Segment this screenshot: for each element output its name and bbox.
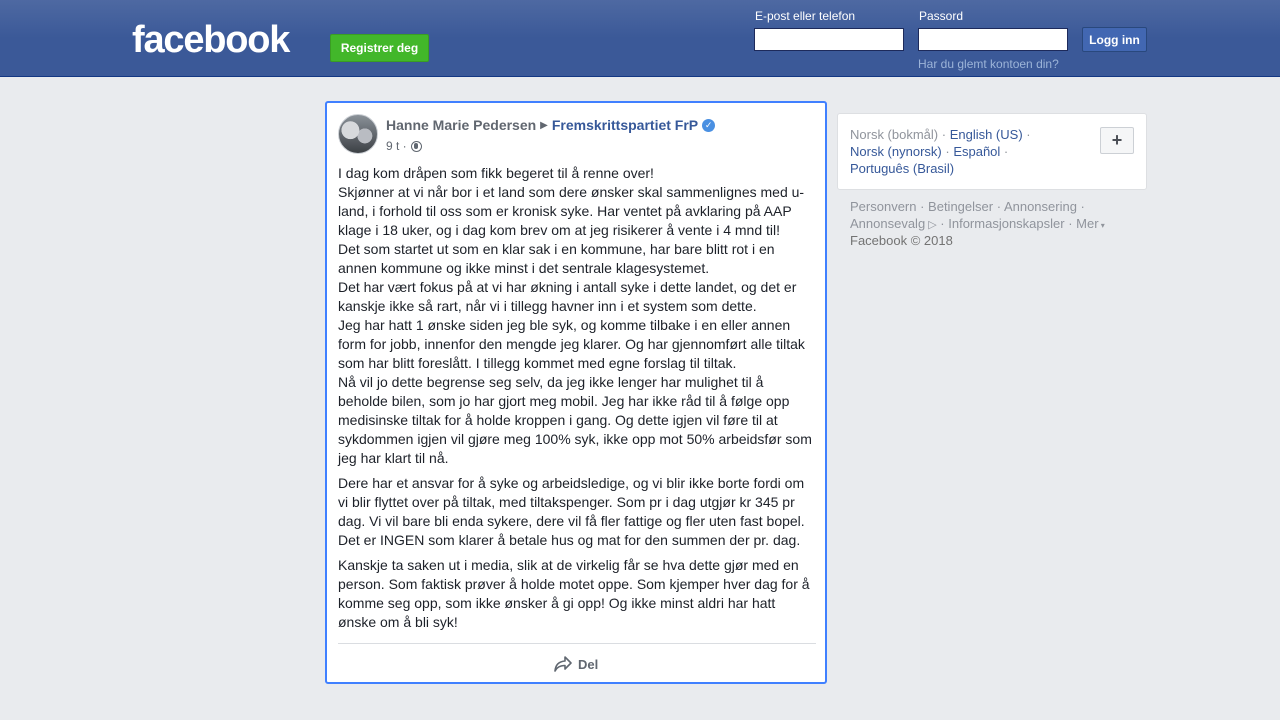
text-line: medisinske tiltak for å holde kroppen i gang. Og dette igjen vil føre til at [338, 412, 778, 428]
language-link-spanish[interactable]: Español [953, 144, 1001, 159]
text-line: Skjønner at vi når bor i et land som dere ønsker skal sammenlignes med u- [338, 184, 805, 200]
post-body [338, 164, 816, 638]
register-button[interactable]: Registrer deg [330, 34, 429, 62]
email-label: E-post eller telefon [755, 9, 856, 23]
copyright: Facebook © 2018 [850, 233, 953, 248]
text-line: land, i forhold til oss som er kronisk syke. Har ventet på avklaring på AAP [338, 203, 792, 219]
text-line: form for jobb, innenfor den mengde jeg klarer. Og har gjennomført alle tiltak [338, 336, 805, 352]
language-row [850, 161, 954, 176]
globe-icon[interactable] [411, 141, 422, 152]
language-card [837, 113, 1147, 190]
text-line: vi blir flyttet over på tiltak, med tiltakspenger. Som pr i dag utgjør kr 345 pr [338, 494, 795, 510]
language-link-english[interactable]: English (US) [949, 127, 1023, 142]
divider [338, 643, 816, 644]
footer-links: Personvern · Betingelser · Annonsering · [850, 199, 1085, 214]
language-link-nynorsk[interactable]: Norsk (nynorsk) [850, 144, 942, 159]
text-line: dag. Vi vil bare bli enda sykere, dere vil få fler fattige og fler uten fast bopel. [338, 513, 805, 529]
post-timestamp[interactable]: 9 t · [386, 139, 407, 153]
share-button[interactable] [553, 655, 598, 673]
login-button[interactable]: Logg inn [1082, 27, 1147, 52]
text-line: Jeg har hatt 1 ønske siden jeg ble syk, og komme tilbake i en eller annen [338, 317, 791, 333]
share-icon [553, 655, 573, 673]
current-language: Norsk (bokmål) [850, 127, 939, 142]
password-label: Passord [919, 9, 964, 23]
language-row: Norsk (bokmål) · English (US) · [850, 127, 1031, 142]
post-paragraph [338, 474, 816, 550]
facebook-logo[interactable]: facebook [132, 19, 290, 61]
more-languages-button[interactable]: + [1100, 127, 1134, 154]
top-bar [0, 0, 1280, 77]
text-line: Dere har et ansvar for å syke og arbeidsledige, og vi blir ikke borte fordi om [338, 475, 805, 491]
language-link-portuguese[interactable]: Português (Brasil) [850, 161, 955, 176]
verified-badge-icon: ✓ [702, 119, 715, 132]
text-line: beholde bilen, som jo har gjort meg mobil. Jeg har ikke råd til å følge opp [338, 393, 790, 409]
language-row: Norsk (nynorsk) · Español · [850, 144, 1009, 159]
text-line: jeg har klart til nå. [338, 450, 449, 466]
post-paragraph [338, 164, 816, 468]
text-line: klage i 18 uker, og i dag kom brev om at jeg risikerer å vente i 4 mnd til! [338, 222, 780, 238]
footer-link-privacy[interactable]: Personvern [850, 199, 917, 214]
text-line: Det er INGEN som klarer å betale hus og mat for den summen der pr. dag. [338, 532, 801, 548]
footer-link-adchoices[interactable]: Annonsevalg [850, 216, 926, 231]
post-header [386, 117, 715, 133]
footer-link-advertising[interactable]: Annonsering [1003, 199, 1077, 214]
text-line: Kanskje ta saken ut i media, slik at de virkelig får se hva dette gjør med en [338, 557, 799, 573]
triangle-right-icon: ▶ [540, 119, 548, 131]
email-field[interactable] [754, 28, 904, 51]
text-line: sykdommen igjen vil gjøre meg 100% syk, ikke opp mot 50% arbeidsfør som [338, 431, 812, 447]
text-line: annen kommune og ikke minst i det sentrale klagesystemet. [338, 260, 710, 276]
text-line: I dag kom dråpen som fikk begeret til å renne over! [338, 165, 654, 181]
caret-down-icon: ▾ [1098, 221, 1105, 230]
text-line: Det som startet ut som en klar sak i en kommune, har bare blitt rot i en [338, 241, 775, 257]
post-card [325, 101, 827, 684]
avatar[interactable] [338, 114, 378, 154]
footer-link-more[interactable]: Mer [1076, 216, 1099, 231]
post-paragraph [338, 556, 816, 632]
password-field[interactable] [918, 28, 1068, 51]
page-name[interactable]: Fremskrittspartiet FrP [551, 117, 699, 133]
post-meta [386, 139, 422, 153]
author-name[interactable]: Hanne Marie Pedersen [386, 117, 537, 133]
text-line: Det har vært fokus på at vi har økning i antall syke i dette landet, og det er [338, 279, 797, 295]
footer-links: Annonsevalg ▷ · Informasjonskapsler · Mer ▾ [850, 216, 1105, 231]
text-line: som har blitt foreslått. I tillegg kommet med egne forslag til tiltak. [338, 355, 737, 371]
adchoices-icon: ▷ [925, 219, 937, 231]
text-line: person. Som faktisk prøver å holde motet oppe. Som kjemper hver dag for å [338, 576, 810, 592]
share-label: Del [578, 656, 599, 672]
footer-link-cookies[interactable]: Informasjonskapsler [948, 216, 1065, 231]
text-line: komme seg opp, som ikke ønsker å gi opp! Og ikke minst aldri har hatt [338, 595, 776, 611]
forgot-account-link[interactable]: Har du glemt kontoen din? [918, 57, 1059, 71]
footer-link-terms[interactable]: Betingelser [928, 199, 994, 214]
text-line: kanskje ikke så rart, når vi i tillegg havner inn i et system som dette. [338, 298, 757, 314]
text-line: Nå vil jo dette begrense seg selv, da jeg ikke lenger har mulighet til å [338, 374, 764, 390]
text-line: ønske om å bli syk! [338, 614, 458, 630]
